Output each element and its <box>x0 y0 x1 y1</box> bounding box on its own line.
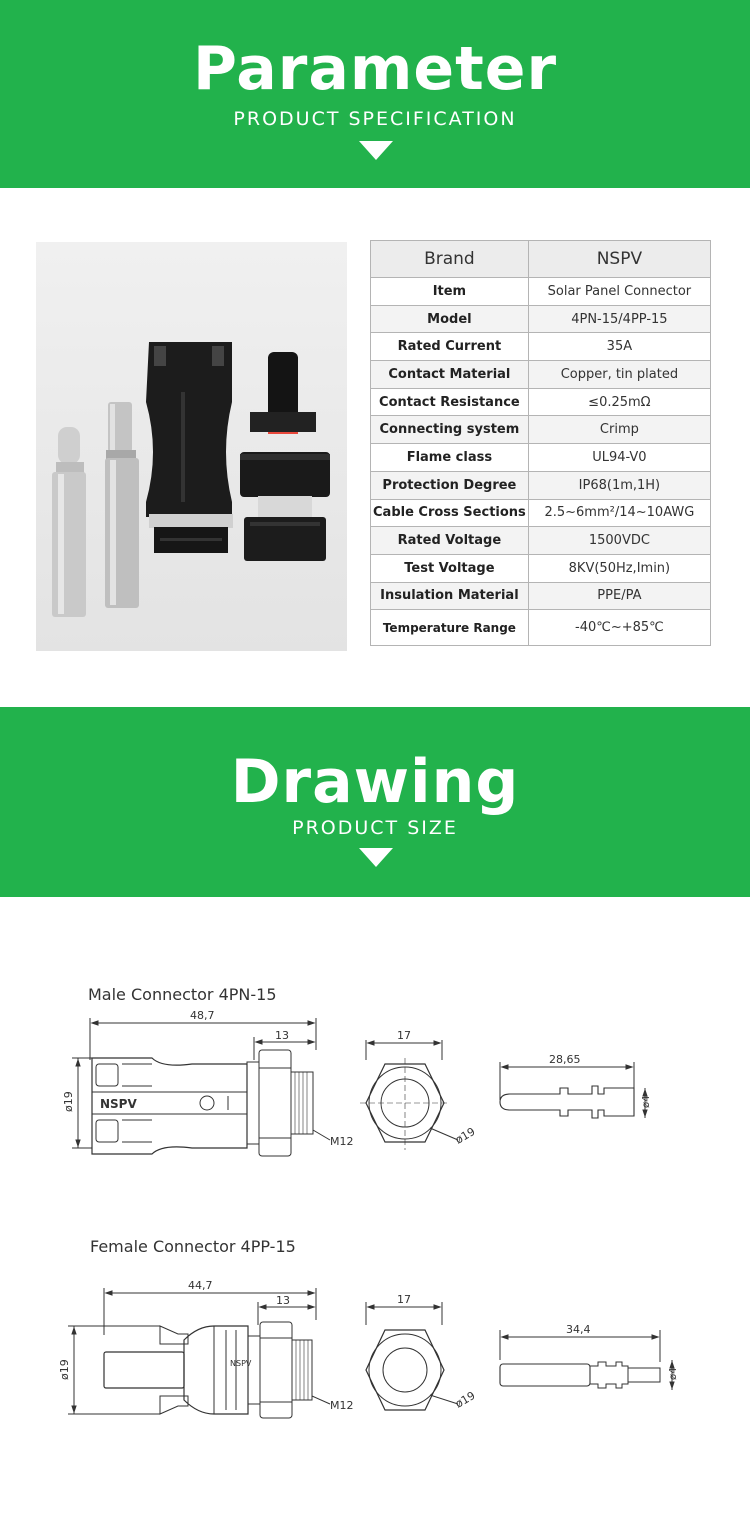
male-side-view <box>62 1009 354 1156</box>
female-pin-view <box>500 1323 679 1390</box>
spec-key: Item <box>371 278 529 306</box>
male-thread-label: M12 <box>330 1135 354 1148</box>
male-connector-title: Male Connector 4PN-15 <box>88 985 277 1004</box>
female-pin-length-label: 34,4 <box>566 1323 591 1336</box>
spec-key: Rated Current <box>371 333 529 361</box>
spec-value: ≤0.25mΩ <box>528 388 710 416</box>
parameter-subtitle: PRODUCT SPECIFICATION <box>233 108 517 130</box>
spec-value: Crimp <box>528 416 710 444</box>
male-nut-diameter-label: ø19 <box>453 1124 478 1147</box>
male-nut-width-label: 17 <box>397 1029 411 1042</box>
male-logo-label: NSPV <box>100 1097 137 1111</box>
female-nut-width-label: 17 <box>397 1293 411 1306</box>
female-thread-label: M12 <box>330 1399 354 1412</box>
spec-key: Contact Resistance <box>371 388 529 416</box>
spec-value: IP68(1m,1H) <box>528 471 710 499</box>
spec-key: Model <box>371 305 529 333</box>
spec-value: NSPV <box>528 241 710 278</box>
spec-key: Connecting system <box>371 416 529 444</box>
spec-value: 1500VDC <box>528 527 710 555</box>
female-nut-diameter-label: ø19 <box>453 1388 478 1411</box>
female-connector-title: Female Connector 4PP-15 <box>90 1237 296 1256</box>
drawing-title: Drawing <box>230 747 520 817</box>
spec-key: Insulation Material <box>371 582 529 610</box>
male-diameter-label: ø19 <box>62 1091 75 1112</box>
male-pin-view <box>500 1053 652 1118</box>
parameter-title: Parameter <box>192 34 558 104</box>
spec-value: 4PN-15/4PP-15 <box>528 305 710 333</box>
drawing-subtitle: PRODUCT SIZE <box>292 817 458 839</box>
female-nut-length-label: 13 <box>276 1294 290 1307</box>
male-nut-length-label: 13 <box>275 1029 289 1042</box>
female-pin-diameter-label: ø4 <box>668 1367 679 1380</box>
spec-key: Rated Voltage <box>371 527 529 555</box>
male-pin-length-label: 28,65 <box>549 1053 581 1066</box>
female-nut-end-view <box>366 1293 477 1411</box>
spec-value: -40℃~+85℃ <box>528 610 710 646</box>
spec-key: Protection Degree <box>371 471 529 499</box>
spec-key: Flame class <box>371 444 529 472</box>
spec-key: Temperature Range <box>371 610 529 646</box>
spec-key: Contact Material <box>371 361 529 389</box>
spec-value: Solar Panel Connector <box>528 278 710 306</box>
spec-value: UL94-V0 <box>528 444 710 472</box>
male-pin-diameter-label: ø4 <box>641 1095 652 1108</box>
male-total-length-label: 48,7 <box>190 1009 215 1022</box>
male-nut-end-view <box>360 1029 477 1150</box>
female-logo-label: NSPV <box>230 1359 252 1368</box>
spec-value: 2.5~6mm²/14~10AWG <box>528 499 710 527</box>
female-diameter-label: ø19 <box>58 1359 71 1380</box>
spec-value: 35A <box>528 333 710 361</box>
female-total-length-label: 44,7 <box>188 1279 213 1292</box>
spec-value: Copper, tin plated <box>528 361 710 389</box>
spec-value: PPE/PA <box>528 582 710 610</box>
spec-key: Brand <box>371 241 529 278</box>
spec-value: 8KV(50Hz,Imin) <box>528 554 710 582</box>
spec-key: Cable Cross Sections <box>371 499 529 527</box>
spec-key: Test Voltage <box>371 554 529 582</box>
female-side-view <box>58 1279 354 1418</box>
